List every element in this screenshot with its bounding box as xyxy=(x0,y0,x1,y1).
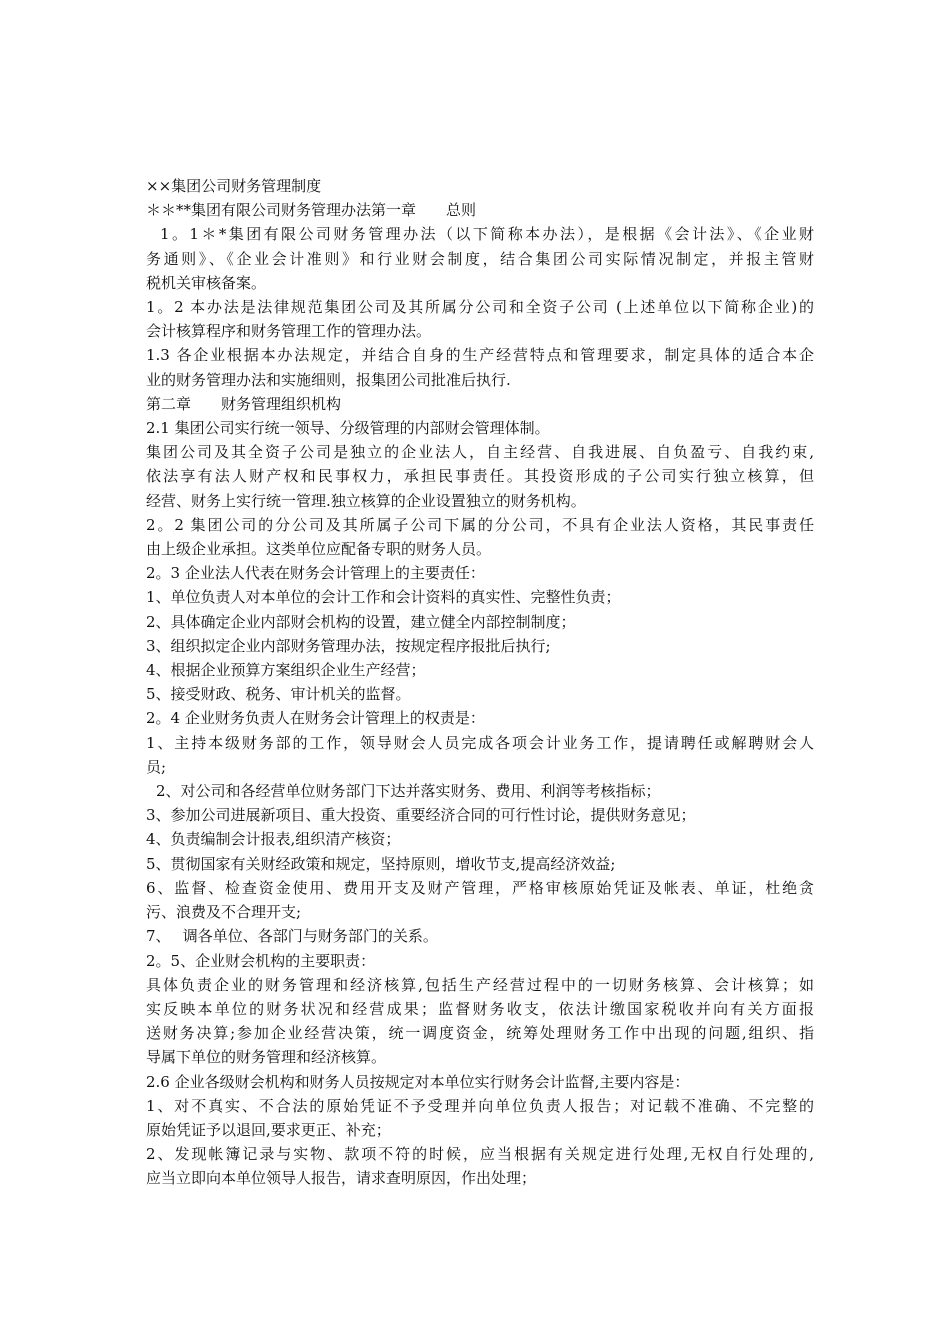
text-line: 集团公司及其全资子公司是独立的企业法人，自主经营、自我进展、自负盈亏、自我约束, xyxy=(146,443,814,462)
text-line: 实反映本单位的财务状况和经营成果；监督财务收支，依法计缴国家税收并向有关方面报 xyxy=(146,999,814,1018)
document-body xyxy=(146,174,814,1191)
text-line: 2、具体确定企业内部财会机构的设置，建立健全内部控制制度； xyxy=(146,612,576,631)
text-line: 3、参加公司进展新项目、重大投资、重要经济合同的可行性讨论，提供财务意见； xyxy=(146,806,696,825)
text-line: 2、对公司和各经营单位财务部门下达并落实财务、费用、利润等考核指标； xyxy=(156,782,661,801)
text-line: 5、接受财政、税务、审计机关的监督。 xyxy=(146,685,411,704)
text-line: 1.3 各企业根据本办法规定，并结合自身的生产经营特点和管理要求，制定具体的适合本企 xyxy=(146,346,814,365)
text-line: 员; xyxy=(146,757,167,776)
text-line: 1、对不真实、不合法的原始凭证不予受理并向单位负责人报告；对记载不准确、不完整的 xyxy=(146,1096,814,1115)
text-line: 经营、财务上实行统一管理.独立核算的企业设置独立的财务机构。 xyxy=(146,491,586,510)
text-line: 2。3 企业法人代表在财务会计管理上的主要责任： xyxy=(146,564,485,583)
document-title: ××集团公司财务管理制度 xyxy=(146,177,322,195)
text-line: 原始凭证予以退回,要求更正、补充； xyxy=(146,1120,391,1139)
text-line: 送财务决算;参加企业经营决策，统一调度资金，统筹处理财务工作中出现的问题,组织、指 xyxy=(146,1024,814,1043)
text-line: 4、根据企业预算方案组织企业生产经营； xyxy=(146,661,426,680)
text-line: 3、组织拟定企业内部财务管理办法，按规定程序报批后执行; xyxy=(146,636,551,655)
text-line: 具体负责企业的财务管理和经济核算,包括生产经营过程中的一切财务核算、会计核算；如 xyxy=(146,975,814,994)
text-line: 1。2 本办法是法律规范集团公司及其所属分公司和全资子公司 (上述单位以下简称企业)的 xyxy=(146,298,814,317)
text-line: 依法享有法人财产权和民事权力，承担民事责任。其投资形成的子公司实行独立核算，但 xyxy=(146,467,814,486)
text-line: 1、单位负责人对本单位的会计工作和会计资料的真实性、完整性负责； xyxy=(146,588,621,607)
text-line: 会计核算程序和财务管理工作的管理办法。 xyxy=(146,322,432,341)
text-line: 第二章 财务管理组织机构 xyxy=(146,394,342,413)
text-line: 2.6 企业各级财会机构和财务人员按规定对本单位实行财务会计监督,主要内容是： xyxy=(146,1072,690,1091)
text-line: 1、主持本级财务部的工作，领导财会人员完成各项会计业务工作，提请聘任或解聘财会人 xyxy=(146,733,814,752)
text-line: 2。4 企业财务负责人在财务会计管理上的权责是： xyxy=(146,709,485,728)
text-line: 污、浪费及不合理开支; xyxy=(146,903,302,922)
text-line: 5、贯彻国家有关财经政策和规定，坚持原则，增收节支,提高经济效益; xyxy=(146,854,616,873)
text-line: 应当立即向本单位领导人报告，请求查明原因，作出处理； xyxy=(146,1169,537,1188)
text-line: 2、发现帐簿记录与实物、款项不符的时候，应当根据有关规定进行处理,无权自行处理的, xyxy=(146,1145,814,1164)
text-line: 1。1＊*集团有限公司财务管理办法（以下简称本办法），是根据《会计法》、《企业财 xyxy=(160,225,814,244)
text-line: 导属下单位的财务管理和经济核算。 xyxy=(146,1048,387,1067)
text-line: 业的财务管理办法和实施细则，报集团公司批准后执行. xyxy=(146,370,511,389)
text-line: 7、 调各单位、各部门与财务部门的关系。 xyxy=(146,927,438,946)
text-line: 税机关审核备案。 xyxy=(146,273,267,292)
text-line: 2。5、企业财会机构的主要职责： xyxy=(146,951,376,970)
text-line: 2。2 集团公司的分公司及其所属子公司下属的分公司，不具有企业法人资格，其民事责任 xyxy=(146,515,814,534)
text-line: ＊＊**集团有限公司财务管理办法第一章 总则 xyxy=(146,201,477,220)
text-line: 2.1 集团公司实行统一领导、分级管理的内部财会管理体制。 xyxy=(146,419,550,438)
text-line: 4、负责编制会计报表,组织清产核资； xyxy=(146,830,401,849)
text-line: 由上级企业承担。这类单位应配备专职的财务人员。 xyxy=(146,540,492,559)
text-line: 务通则》、《企业会计准则》和行业财会制度，结合集团公司实际情况制定，并报主管财 xyxy=(146,249,814,268)
text-line: 6、监督、检查资金使用、费用开支及财产管理，严格审核原始凭证及帐表、单证，杜绝贪 xyxy=(146,878,814,897)
